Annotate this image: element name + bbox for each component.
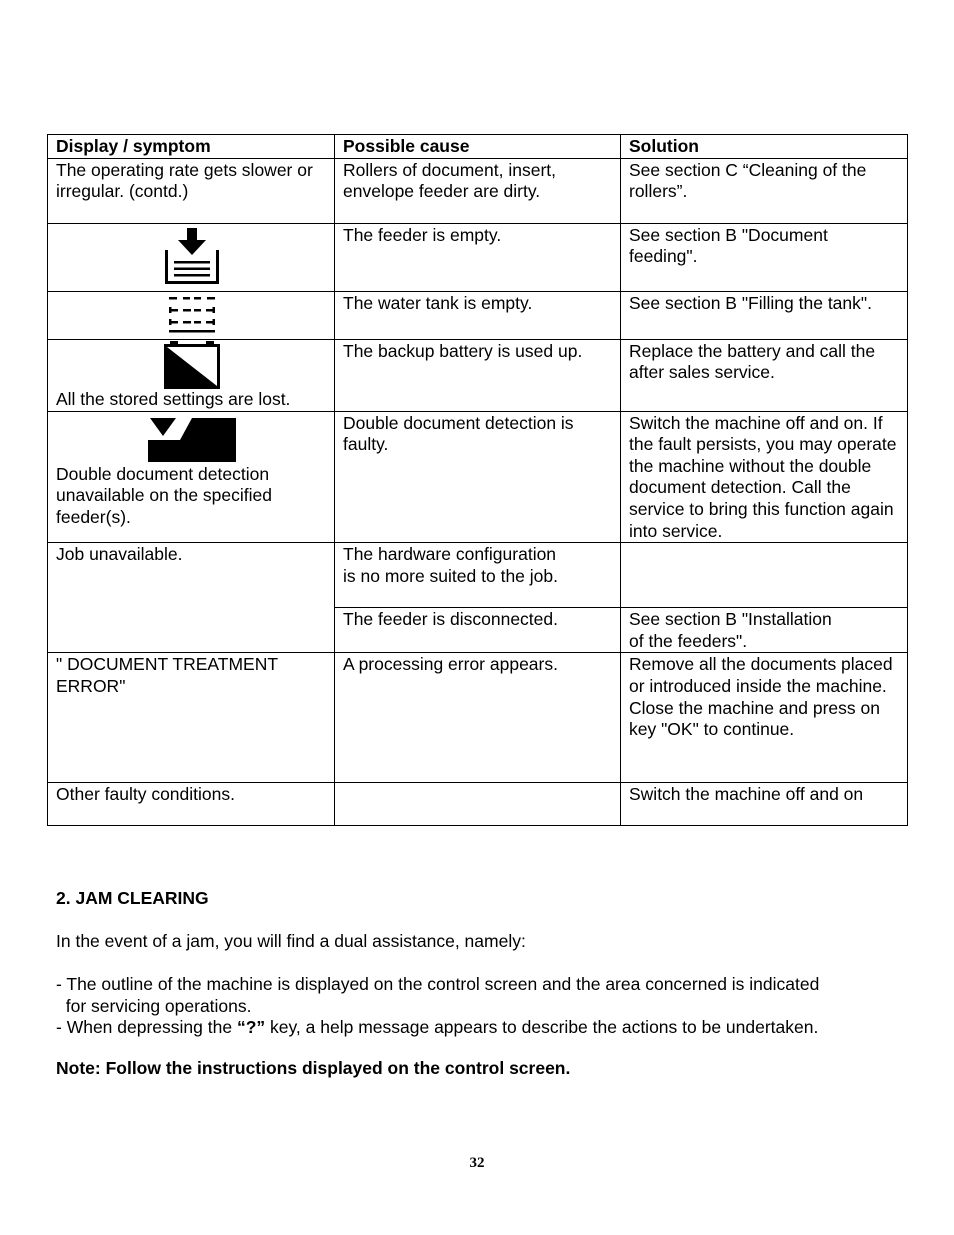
cause-cell bbox=[335, 543, 621, 608]
page-number: 32 bbox=[469, 1155, 485, 1171]
solution-cell: See section C “Cleaning of the rollers”. bbox=[621, 158, 908, 223]
table-row bbox=[48, 339, 908, 411]
solution-cell: See section B "Document feeding". bbox=[621, 223, 908, 291]
cause-cell: Rollers of document, insert, envelope feeder are dirty. bbox=[335, 158, 621, 223]
section-title: 2. JAM CLEARING bbox=[56, 888, 209, 908]
bullet-item bbox=[56, 1017, 818, 1039]
double-document-icon bbox=[148, 418, 236, 464]
help-key: “?” bbox=[236, 1017, 266, 1037]
water-tank-icon bbox=[167, 295, 217, 335]
table-row bbox=[48, 158, 908, 223]
bullet-item-continuation: for servicing operations. bbox=[56, 996, 252, 1016]
header-symptom: Display / symptom bbox=[48, 135, 335, 159]
solution-line: See section B "Installation bbox=[629, 609, 832, 630]
symptom-cell: Other faulty conditions. bbox=[48, 783, 335, 826]
solution-cell: Remove all the documents placed or introduced inside the machine. Close the machine and press on key "OK" to continue. bbox=[621, 653, 908, 783]
note: Note: Follow the instructions displayed on the control screen. bbox=[56, 1058, 571, 1078]
header-solution: Solution bbox=[621, 135, 908, 159]
battery-icon bbox=[164, 341, 220, 389]
cause-cell: The backup battery is used up. bbox=[335, 339, 621, 411]
table-row bbox=[48, 653, 908, 783]
symptom-text: Double document detection unavailable on the specified feeder(s). bbox=[56, 463, 272, 527]
solution-line: of the feeders". bbox=[629, 630, 748, 651]
table-row bbox=[48, 783, 908, 826]
bullet-text: - When depressing the bbox=[56, 1017, 237, 1037]
bullet-text: key, a help message appears to describe the actions to be undertaken. bbox=[265, 1017, 819, 1037]
cause-cell bbox=[335, 783, 621, 826]
header-cause: Possible cause bbox=[335, 135, 621, 159]
solution-cell: See section B "Filling the tank". bbox=[621, 291, 908, 339]
solution-cell: Switch the machine off and on. If the fault persists, you may operate the machine without the double document detection. Call the service to bring this function again into service. bbox=[621, 411, 908, 543]
symptom-text: All the stored settings are lost. bbox=[56, 388, 291, 409]
cause-cell: A processing error appears. bbox=[335, 653, 621, 783]
symptom-cell: " DOCUMENT TREATMENT ERROR" bbox=[48, 653, 335, 783]
cause-cell: The water tank is empty. bbox=[335, 291, 621, 339]
symptom-cell bbox=[48, 223, 335, 291]
cause-cell: Double document detection is faulty. bbox=[335, 411, 621, 543]
symptom-cell: The operating rate gets slower or irregular. (contd.) bbox=[48, 158, 335, 223]
cause-cell: The feeder is disconnected. bbox=[335, 608, 621, 653]
table-row bbox=[48, 543, 908, 608]
table-row bbox=[48, 411, 908, 543]
solution-cell: Replace the battery and call the after sales service. bbox=[621, 339, 908, 411]
table-row bbox=[48, 223, 908, 291]
cause-line: The hardware configuration bbox=[343, 544, 557, 565]
feeder-empty-icon bbox=[164, 228, 220, 286]
solution-cell: Switch the machine off and on bbox=[621, 783, 908, 826]
intro-paragraph: In the event of a jam, you will find a dual assistance, namely: bbox=[56, 931, 526, 951]
table-header-row bbox=[48, 135, 908, 159]
troubleshooting-table bbox=[47, 134, 908, 826]
solution-cell bbox=[621, 608, 908, 653]
table-row bbox=[48, 291, 908, 339]
symptom-cell bbox=[48, 339, 335, 411]
symptom-cell bbox=[48, 411, 335, 543]
cause-cell: The feeder is empty. bbox=[335, 223, 621, 291]
symptom-cell bbox=[48, 291, 335, 339]
bullet-item: - The outline of the machine is displayed on the control screen and the area concerned is indicated bbox=[56, 974, 820, 994]
symptom-cell: Job unavailable. bbox=[48, 543, 335, 653]
cause-line: is no more suited to the job. bbox=[343, 565, 558, 586]
solution-cell bbox=[621, 543, 908, 608]
